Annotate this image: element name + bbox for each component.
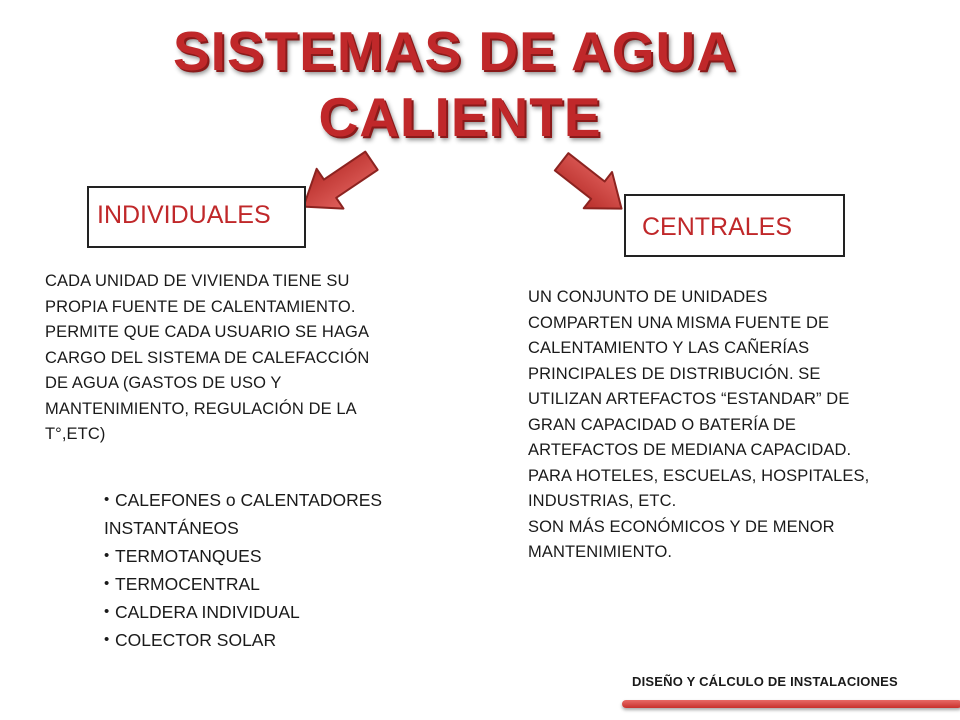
- description-line: MANTENIMIENTO.: [528, 543, 673, 561]
- list-item: • COLECTOR SOLAR: [104, 626, 382, 654]
- description-line: PROPIA FUENTE DE CALENTAMIENTO.: [45, 297, 356, 316]
- description-line: SON MÁS ECONÓMICOS Y DE MENOR: [528, 517, 835, 536]
- description-line: DE AGUA (GASTOS DE USO Y: [45, 374, 282, 392]
- individuales-box: [87, 186, 306, 248]
- centrales-label: CENTRALES: [642, 213, 793, 241]
- description-line: ARTEFACTOS DE MEDIANA CAPACIDAD.: [528, 441, 852, 459]
- description-line: UN CONJUNTO DE UNIDADES: [528, 288, 768, 306]
- list-item: • TERMOCENTRAL: [104, 570, 382, 598]
- slide-title: [0, 18, 910, 150]
- list-item: • CALEFONES o CALENTADORES: [104, 486, 382, 514]
- description-line: COMPARTEN UNA MISMA FUENTE DE: [528, 313, 830, 332]
- description-line: INDUSTRIAS, ETC.: [528, 492, 677, 510]
- list-item-continuation: INSTANTÁNEOS: [104, 518, 239, 538]
- description-line: PRINCIPALES DE DISTRIBUCIÓN. SE: [528, 364, 821, 383]
- description-line: CADA UNIDAD DE VIVIENDA TIENE SU: [45, 272, 350, 290]
- centrales-description: [528, 285, 869, 566]
- description-line: GRAN CAPACIDAD O BATERÍA DE: [528, 415, 796, 434]
- footer-bar: [622, 700, 960, 708]
- individuales-label: INDIVIDUALES: [97, 201, 271, 229]
- title-line-2: CALIENTE: [318, 86, 602, 148]
- description-line: T°,ETC): [45, 425, 106, 443]
- description-line: PARA HOTELES, ESCUELAS, HOSPITALES,: [528, 466, 870, 485]
- list-item: • TERMOTANQUES: [104, 542, 382, 570]
- description-line: UTILIZAN ARTEFACTOS “ESTANDAR” DE: [528, 390, 850, 408]
- individuales-list: [104, 486, 382, 654]
- description-line: CALENTAMIENTO Y LAS CAÑERÍAS: [528, 339, 810, 357]
- individuales-description: [45, 269, 369, 448]
- list-item: • CALDERA INDIVIDUAL: [104, 598, 382, 626]
- title-line-1: SISTEMAS DE AGUA: [172, 20, 737, 82]
- footer-label: DISEÑO Y CÁLCULO DE INSTALACIONES: [632, 674, 898, 689]
- description-line: MANTENIMIENTO, REGULACIÓN DE LA: [45, 399, 357, 418]
- arrow-down-right-icon: [538, 152, 638, 222]
- centrales-box: [624, 194, 845, 257]
- description-line: CARGO DEL SISTEMA DE CALEFACCIÓN: [45, 348, 370, 367]
- description-line: PERMITE QUE CADA USUARIO SE HAGA: [45, 323, 370, 341]
